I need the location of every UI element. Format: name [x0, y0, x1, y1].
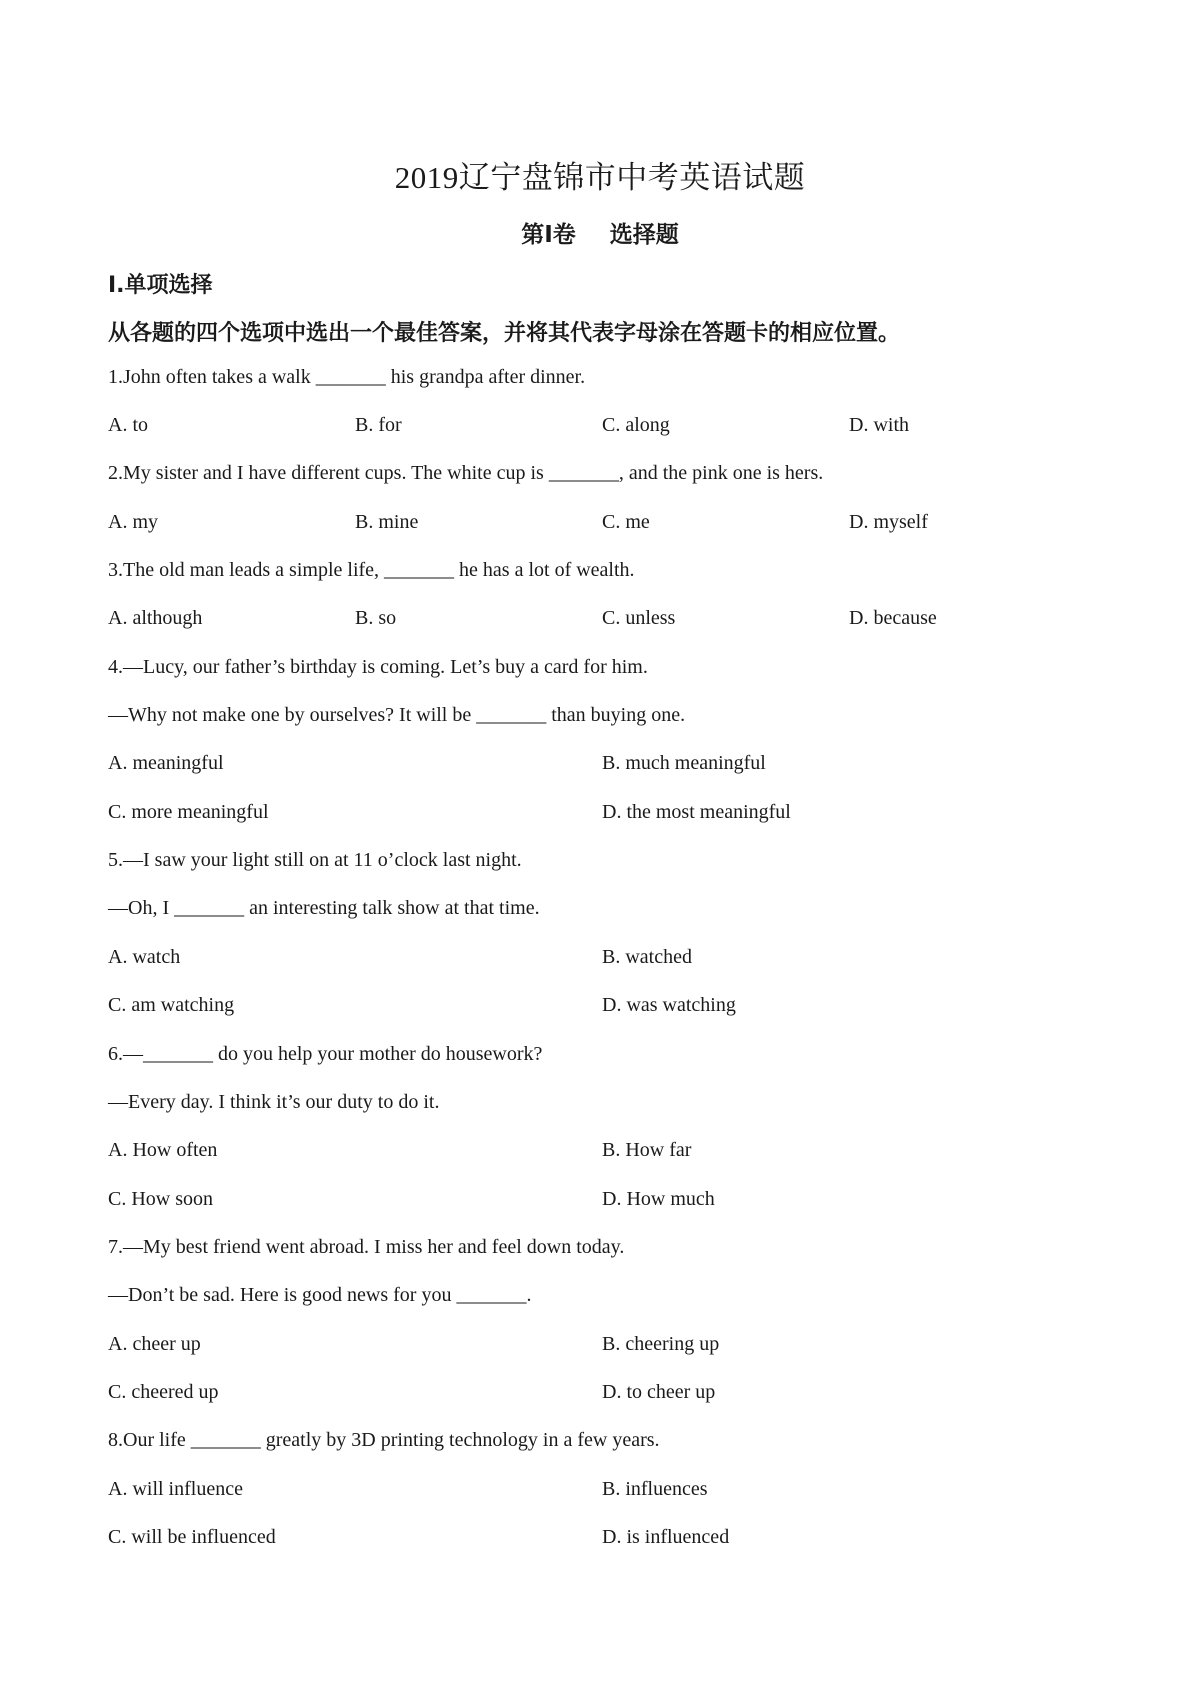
question-7-stem: 7.—My best friend went abroad. I miss her and feel down today.	[108, 1236, 625, 1258]
question-5-option-d[interactable]: D. was watching	[602, 994, 736, 1016]
question-2-option-b[interactable]: B. mine	[355, 511, 419, 533]
question-6-option-b[interactable]: B. How far	[602, 1139, 692, 1161]
question-1-option-b[interactable]: B. for	[355, 414, 402, 436]
question-8-option-b[interactable]: B. influences	[602, 1478, 708, 1500]
question-3-stem: 3.The old man leads a simple life, _______ he has a lot of wealth.	[108, 559, 635, 581]
volume-label: 第Ⅰ卷	[521, 222, 576, 248]
question-2-stem: 2.My sister and I have different cups. The white cup is _______, and the pink one is hers.	[108, 462, 824, 484]
question-8-stem: 8.Our life _______ greatly by 3D printing technology in a few years.	[108, 1429, 660, 1451]
question-6-stem: 6.—_______ do you help your mother do housework?	[108, 1043, 543, 1065]
question-6-option-d[interactable]: D. How much	[602, 1188, 715, 1210]
question-5-option-b[interactable]: B. watched	[602, 946, 692, 968]
question-4-reply: —Why not make one by ourselves? It will be _______ than buying one.	[108, 704, 686, 726]
question-7-option-a[interactable]: A. cheer up	[108, 1333, 201, 1355]
question-5-reply: —Oh, I _______ an interesting talk show at that time.	[108, 897, 540, 919]
question-8-option-a[interactable]: A. will influence	[108, 1478, 243, 1500]
question-7-option-d[interactable]: D. to cheer up	[602, 1381, 716, 1403]
question-1-option-d[interactable]: D. with	[849, 414, 909, 436]
section-instruction: 从各题的四个选项中选出一个最佳答案，并将其代表字母涂在答题卡的相应位置。	[108, 321, 901, 346]
question-4-option-a[interactable]: A. meaningful	[108, 752, 224, 774]
question-2-option-d[interactable]: D. myself	[849, 511, 928, 533]
question-6-option-c[interactable]: C. How soon	[108, 1188, 214, 1210]
question-4-option-d[interactable]: D. the most meaningful	[602, 801, 791, 823]
question-1-option-a[interactable]: A. to	[108, 414, 148, 436]
question-7-option-c[interactable]: C. cheered up	[108, 1381, 219, 1403]
question-8-option-d[interactable]: D. is influenced	[602, 1526, 730, 1548]
question-2-option-a[interactable]: A. my	[108, 511, 158, 533]
question-4-option-c[interactable]: C. more meaningful	[108, 801, 269, 823]
question-4-stem: 4.—Lucy, our father’s birthday is coming. Let’s buy a card for him.	[108, 656, 648, 678]
volume-heading	[0, 216, 1200, 249]
question-6-reply: —Every day. I think it’s our duty to do it.	[108, 1091, 440, 1113]
question-4-option-b[interactable]: B. much meaningful	[602, 752, 766, 774]
question-3-option-b[interactable]: B. so	[355, 607, 397, 629]
question-5-option-a[interactable]: A. watch	[108, 946, 181, 968]
question-7-reply: —Don’t be sad. Here is good news for you _______.	[108, 1284, 532, 1306]
question-5-stem: 5.—I saw your light still on at 11 o’clock last night.	[108, 849, 522, 871]
question-3-option-c[interactable]: C. unless	[602, 607, 676, 629]
question-3-option-a[interactable]: A. although	[108, 607, 203, 629]
question-8-option-c[interactable]: C. will be influenced	[108, 1526, 276, 1548]
question-1-option-c[interactable]: C. along	[602, 414, 670, 436]
question-3-option-d[interactable]: D. because	[849, 607, 937, 629]
question-1-stem: 1.John often takes a walk _______ his grandpa after dinner.	[108, 366, 586, 388]
volume-name: 选择题	[609, 222, 679, 248]
question-7-option-b[interactable]: B. cheering up	[602, 1333, 720, 1355]
exam-title: 2019辽宁盘锦市中考英语试题	[394, 160, 806, 195]
question-6-option-a[interactable]: A. How often	[108, 1139, 218, 1161]
question-2-option-c[interactable]: C. me	[602, 511, 650, 533]
section-heading: Ⅰ.单项选择	[108, 273, 213, 298]
question-5-option-c[interactable]: C. am watching	[108, 994, 235, 1016]
